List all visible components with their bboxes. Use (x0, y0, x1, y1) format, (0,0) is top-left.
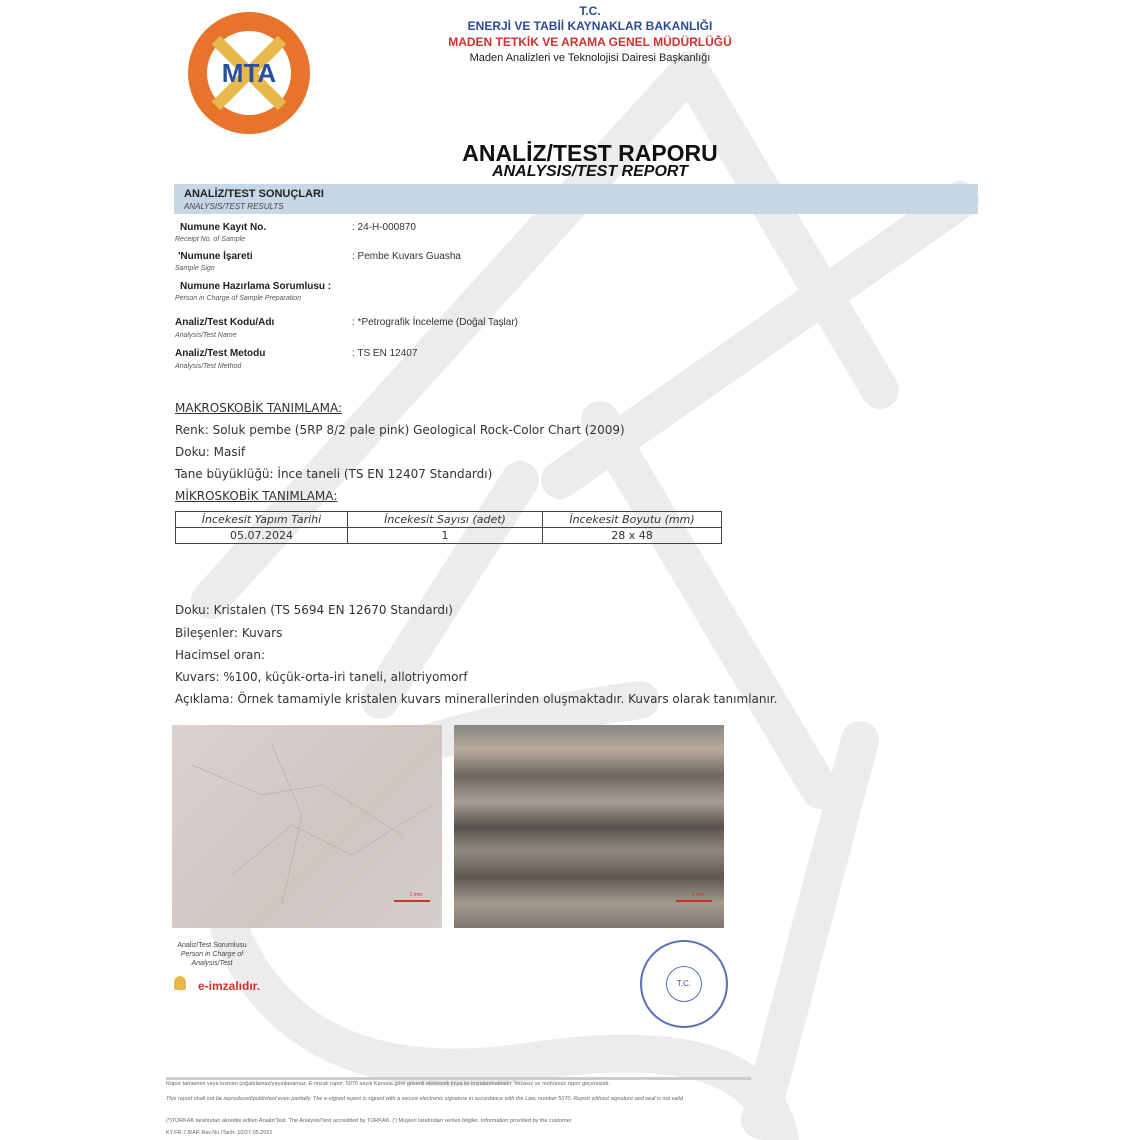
field-sublabel: Analysis/Test Name (175, 332, 237, 339)
micro-line: Bileşenler: Kuvars (175, 626, 283, 640)
field-sublabel: Person in Charge of Sample Preparation (175, 295, 302, 302)
cell: 05.07.2024 (176, 528, 348, 544)
field-sublabel: Receipt No. of Sample (175, 236, 246, 243)
section-title: ANALİZ/TEST SONUÇLARI (184, 188, 324, 200)
section-subtitle: ANALYSIS/TEST RESULTS (184, 202, 284, 211)
svg-text:MTA: MTA (221, 58, 277, 88)
field-label: 'Numune İşareti (178, 251, 253, 262)
field-value: : Pembe Kuvars Guasha (352, 251, 461, 262)
e-signature-label: e-imzalıdır. (198, 979, 261, 993)
column-header: İncekesit Boyutu (mm) (543, 512, 722, 528)
directorate-name: MADEN TETKİK VE ARAMA GENEL MÜDÜRLÜĞÜ (448, 35, 732, 49)
official-seal (640, 940, 728, 1028)
thin-section-table (175, 511, 722, 544)
field-label: Numune Hazırlama Sorumlusu : (180, 281, 332, 292)
field-label: Analiz/Test Metodu (175, 348, 266, 359)
report-subtitle: ANALYSIS/TEST REPORT (492, 163, 688, 180)
micrograph-plane-polarized (172, 725, 442, 928)
scale-label: 1 mm (409, 892, 422, 898)
micro-line: Kuvars: %100, küçük-orta-iri taneli, allotriyomorf (175, 670, 468, 684)
micro-line: Açıklama: Örnek tamamiyle kristalen kuvars minerallerinden oluşmaktadır. Kuvars olarak tanımlanır. (175, 692, 778, 706)
footer-divider (166, 1077, 751, 1080)
column-header: İncekesit Sayısı (adet) (348, 512, 543, 528)
seal-center-text: T.C. (666, 966, 702, 1002)
field-value: : 24-H-000870 (352, 222, 416, 233)
signature-block (172, 941, 252, 968)
field-value: : *Petrografik İnceleme (Doğal Taşlar) (352, 317, 518, 328)
micro-heading: MİKROSKOBİK TANIMLAMA: (175, 489, 338, 503)
signature-subtitle: Analysis/Test (191, 960, 233, 967)
cell: 1 (348, 528, 543, 544)
department-name: Maden Analizleri ve Teknolojisi Dairesi Başkanlığı (469, 52, 711, 64)
table-row (176, 528, 722, 544)
field-sublabel: Sample Sign (175, 265, 215, 272)
report-title: ANALİZ/TEST RAPORU (462, 140, 718, 166)
mta-logo (186, 10, 312, 136)
micrograph-cross-polarized (454, 725, 724, 928)
scale-label: 1 mm (691, 892, 704, 898)
micro-line: Hacimsel oran: (175, 648, 266, 662)
signature-subtitle: Person in Charge of (180, 951, 244, 958)
cell: 28 x 48 (543, 528, 722, 544)
footer-note: This report shall not be reproduced/published even partially. The e-signed report is signed with a secure electronic signature in accordance with the Law, number 5070. Report without signature and seal is not valid. (166, 1096, 685, 1102)
column-header: İncekesit Yapım Tarihi (176, 512, 348, 528)
field-value: : TS EN 12407 (352, 348, 418, 359)
signature-title: Analiz/Test Sorumlusu (177, 942, 247, 949)
micro-line: Doku: Kristalen (TS 5694 EN 12670 Standardı) (175, 603, 453, 617)
macro-line: Renk: Soluk pembe (5RP 8/2 pale pink) Geological Rock-Color Chart (2009) (175, 423, 625, 437)
footer-note: (*)TÜRKAK tarafından akredite edilen Analiz/Test. The Analysis/Test accredited by TÜRKAK. (') Müşteri tarafından verilen bilgiler. Information provided by the customer (166, 1118, 572, 1124)
section-header (174, 184, 978, 214)
form-code: KY.FR.7.8/AR Rev.No./Tarih: 10/27.05.2022 (166, 1130, 273, 1136)
footer-note: Rapor tamamen veya kısmen çoğaltılamaz/yayınlanamaz. E-imzalı rapor, 5070 sayılı Kanuna göre güvenli elektronik imza ile imzalanmaktadır. İmzasız ve mühürsüz rapor geçersizdir. (166, 1081, 610, 1087)
field-label: Analiz/Test Kodu/Adı (175, 317, 275, 328)
macro-heading: MAKROSKOBİK TANIMLAMA: (175, 401, 342, 415)
field-label: Numune Kayıt No. (180, 222, 267, 233)
field-sublabel: Analysis/Test Method (175, 363, 242, 370)
gov-label: T.C. (579, 4, 601, 18)
macro-line: Tane büyüklüğü: İnce taneli (TS EN 12407 Standardı) (175, 467, 493, 481)
ministry-name: ENERJİ VE TABİİ KAYNAKLAR BAKANLIĞI (467, 19, 713, 33)
seal-ribbon-icon (174, 976, 186, 990)
macro-line: Doku: Masif (175, 445, 246, 459)
